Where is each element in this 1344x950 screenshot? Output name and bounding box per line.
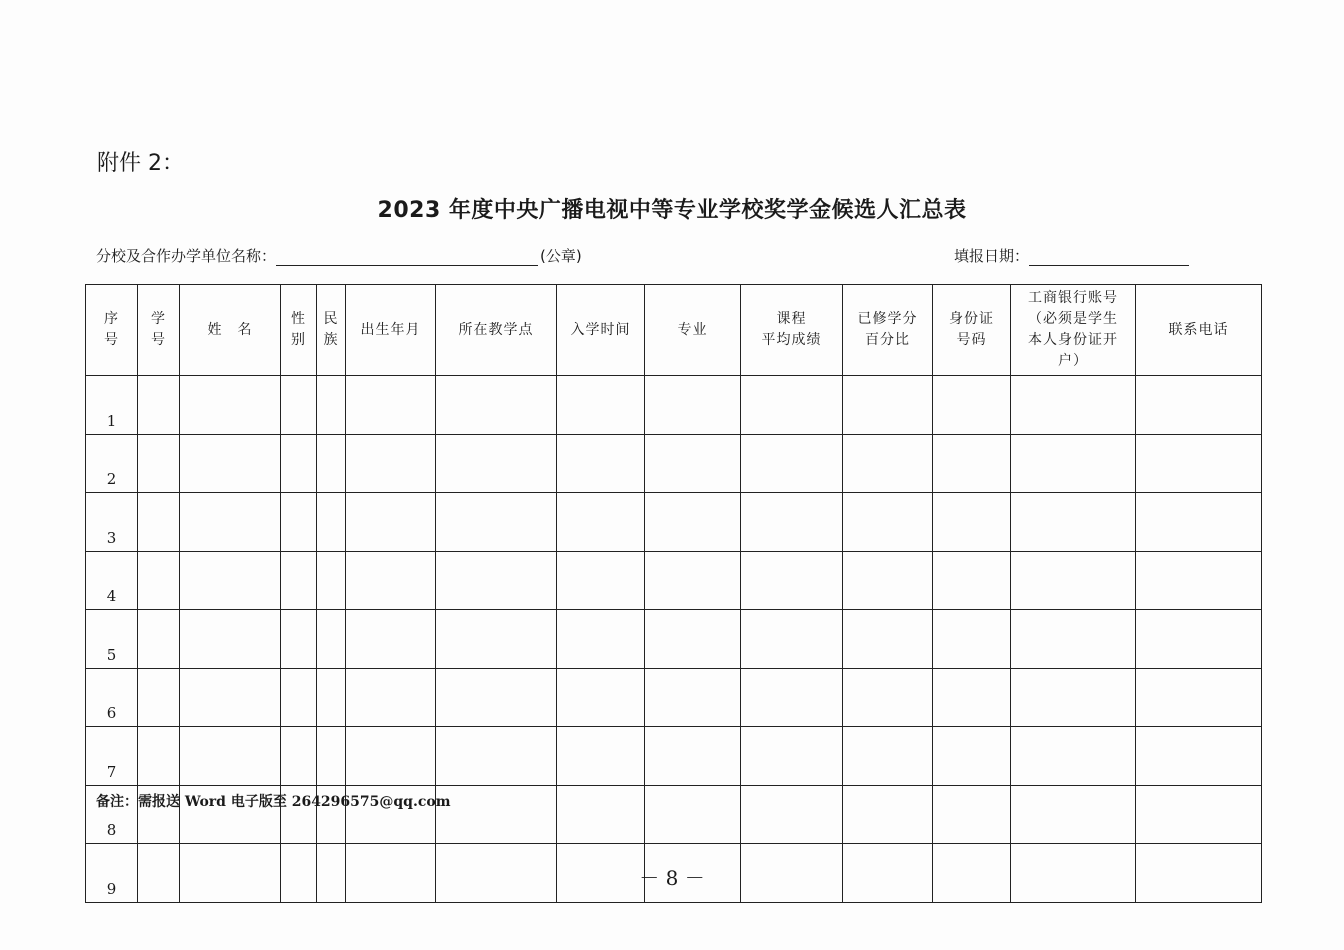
table-cell[interactable] (317, 610, 346, 669)
table-cell[interactable] (843, 668, 933, 727)
table-cell[interactable] (436, 376, 557, 435)
table-cell[interactable] (317, 551, 346, 610)
row-number: 4 (86, 551, 138, 610)
table-cell[interactable] (317, 668, 346, 727)
table-cell[interactable] (436, 493, 557, 552)
table-row (86, 727, 1262, 786)
table-cell[interactable] (1136, 727, 1262, 786)
table-cell[interactable] (645, 376, 741, 435)
table-cell[interactable] (741, 785, 843, 844)
table-cell[interactable] (1136, 551, 1262, 610)
table-row (86, 493, 1262, 552)
table-cell[interactable] (281, 376, 317, 435)
row-number: 6 (86, 668, 138, 727)
table-cell[interactable] (346, 551, 436, 610)
table-header (86, 285, 1262, 376)
table-cell[interactable] (741, 727, 843, 786)
table-cell[interactable] (645, 434, 741, 493)
table-cell[interactable] (645, 785, 741, 844)
unit-name-line (96, 245, 582, 266)
row-number: 5 (86, 610, 138, 669)
table-cell[interactable] (138, 551, 180, 610)
table-cell[interactable] (317, 376, 346, 435)
table-row (86, 376, 1262, 435)
column-header: 学 号 (138, 285, 180, 376)
table-cell[interactable] (933, 434, 1011, 493)
table-cell[interactable] (346, 727, 436, 786)
table-cell[interactable] (1136, 434, 1262, 493)
date-label: 填报日期： (954, 247, 1030, 265)
column-header: 专业 (645, 285, 741, 376)
table-cell[interactable] (1011, 785, 1136, 844)
table-cell[interactable] (933, 376, 1011, 435)
table-cell[interactable] (1011, 668, 1136, 727)
table-cell[interactable] (843, 727, 933, 786)
attachment-label: 附件 2： (97, 151, 184, 176)
column-header: 身份证 号码 (933, 285, 1011, 376)
table-cell[interactable] (180, 493, 281, 552)
table-cell[interactable] (933, 785, 1011, 844)
date-line (954, 245, 1189, 266)
table-cell[interactable] (843, 434, 933, 493)
table-cell[interactable] (1011, 727, 1136, 786)
table-cell[interactable] (843, 785, 933, 844)
table-body (86, 376, 1262, 903)
table-cell[interactable] (281, 434, 317, 493)
column-header: 课程 平均成绩 (741, 285, 843, 376)
date-field[interactable] (1029, 247, 1189, 266)
table-cell[interactable] (557, 785, 645, 844)
table-cell[interactable] (317, 493, 346, 552)
unit-name-label: 分校及合作办学单位名称： (96, 247, 277, 265)
table-cell[interactable] (281, 610, 317, 669)
page-number: － 8 － (639, 866, 705, 890)
table-cell[interactable] (557, 493, 645, 552)
unit-name-field[interactable] (276, 247, 538, 266)
table-cell[interactable] (436, 668, 557, 727)
table-cell[interactable] (1011, 376, 1136, 435)
header-row (86, 285, 1262, 376)
table-cell[interactable] (1136, 376, 1262, 435)
table-cell[interactable] (933, 727, 1011, 786)
table-cell[interactable] (1136, 493, 1262, 552)
table-cell[interactable] (436, 434, 557, 493)
table-cell[interactable] (436, 610, 557, 669)
table-cell[interactable] (138, 493, 180, 552)
table-cell[interactable] (645, 493, 741, 552)
table-cell[interactable] (645, 610, 741, 669)
table-cell[interactable] (138, 434, 180, 493)
row-number: 2 (86, 434, 138, 493)
table-row (86, 610, 1262, 669)
table-cell[interactable] (843, 493, 933, 552)
table-cell[interactable] (346, 434, 436, 493)
table-cell[interactable] (557, 610, 645, 669)
table-cell[interactable] (843, 376, 933, 435)
column-header: 已修学分 百分比 (843, 285, 933, 376)
table-cell[interactable] (138, 727, 180, 786)
table-cell[interactable] (180, 727, 281, 786)
table-cell[interactable] (645, 727, 741, 786)
table-cell[interactable] (281, 551, 317, 610)
table-cell[interactable] (180, 551, 281, 610)
column-header: 性 别 (281, 285, 317, 376)
table-row (86, 668, 1262, 727)
table-cell[interactable] (933, 493, 1011, 552)
table-cell[interactable] (741, 668, 843, 727)
table-cell[interactable] (436, 551, 557, 610)
table-cell[interactable] (557, 376, 645, 435)
table-row (86, 434, 1262, 493)
table-cell[interactable] (741, 610, 843, 669)
column-header: 民 族 (317, 285, 346, 376)
table-cell[interactable] (1011, 434, 1136, 493)
table-cell[interactable] (346, 376, 436, 435)
column-header: 姓 名 (180, 285, 281, 376)
row-number: 9 (86, 844, 138, 903)
table-cell[interactable] (645, 551, 741, 610)
table-cell[interactable] (741, 434, 843, 493)
page-title: 2023 年度中央广播电视中等专业学校奖学金候选人汇总表 (377, 198, 967, 223)
table-cell[interactable] (1136, 610, 1262, 669)
row-number: 1 (86, 376, 138, 435)
table-cell[interactable] (317, 434, 346, 493)
table-cell[interactable] (180, 376, 281, 435)
column-header: 出生年月 (346, 285, 436, 376)
table-cell[interactable] (436, 785, 557, 844)
table-cell[interactable] (180, 434, 281, 493)
table-cell[interactable] (138, 668, 180, 727)
table-cell[interactable] (346, 668, 436, 727)
table-cell[interactable] (180, 610, 281, 669)
table-cell[interactable] (1011, 551, 1136, 610)
row-number: 7 (86, 727, 138, 786)
column-header: 序 号 (86, 285, 138, 376)
table-cell[interactable] (180, 668, 281, 727)
table-cell[interactable] (436, 727, 557, 786)
table-cell[interactable] (933, 610, 1011, 669)
row-number: 8 (86, 785, 138, 844)
table-cell[interactable] (346, 610, 436, 669)
table-cell[interactable] (645, 668, 741, 727)
table-cell[interactable] (1011, 610, 1136, 669)
table-cell[interactable] (741, 376, 843, 435)
table-cell[interactable] (346, 493, 436, 552)
table-cell[interactable] (1136, 668, 1262, 727)
seal-label: (公章) (540, 247, 582, 265)
table-cell[interactable] (741, 493, 843, 552)
table-cell[interactable] (281, 493, 317, 552)
table-cell[interactable] (317, 727, 346, 786)
column-header: 所在教学点 (436, 285, 557, 376)
table-cell[interactable] (1011, 493, 1136, 552)
table-cell[interactable] (281, 727, 317, 786)
table-cell[interactable] (933, 551, 1011, 610)
table-cell[interactable] (138, 376, 180, 435)
table-cell[interactable] (557, 668, 645, 727)
column-header: 工商银行账号 （必须是学生 本人身份证开 户） (1011, 285, 1136, 376)
table-cell[interactable] (557, 727, 645, 786)
table-cell[interactable] (741, 551, 843, 610)
table-row (86, 551, 1262, 610)
remark-note: 备注：需报送 Word 电子版至 264296575@qq.com (96, 794, 451, 810)
table-cell[interactable] (281, 668, 317, 727)
column-header: 联系电话 (1136, 285, 1262, 376)
table-cell[interactable] (933, 668, 1011, 727)
table-cell[interactable] (557, 551, 645, 610)
table-cell[interactable] (557, 434, 645, 493)
table-cell[interactable] (138, 610, 180, 669)
column-header: 入学时间 (557, 285, 645, 376)
table-cell[interactable] (1136, 785, 1262, 844)
row-number: 3 (86, 493, 138, 552)
table-cell[interactable] (843, 551, 933, 610)
table-cell[interactable] (843, 610, 933, 669)
